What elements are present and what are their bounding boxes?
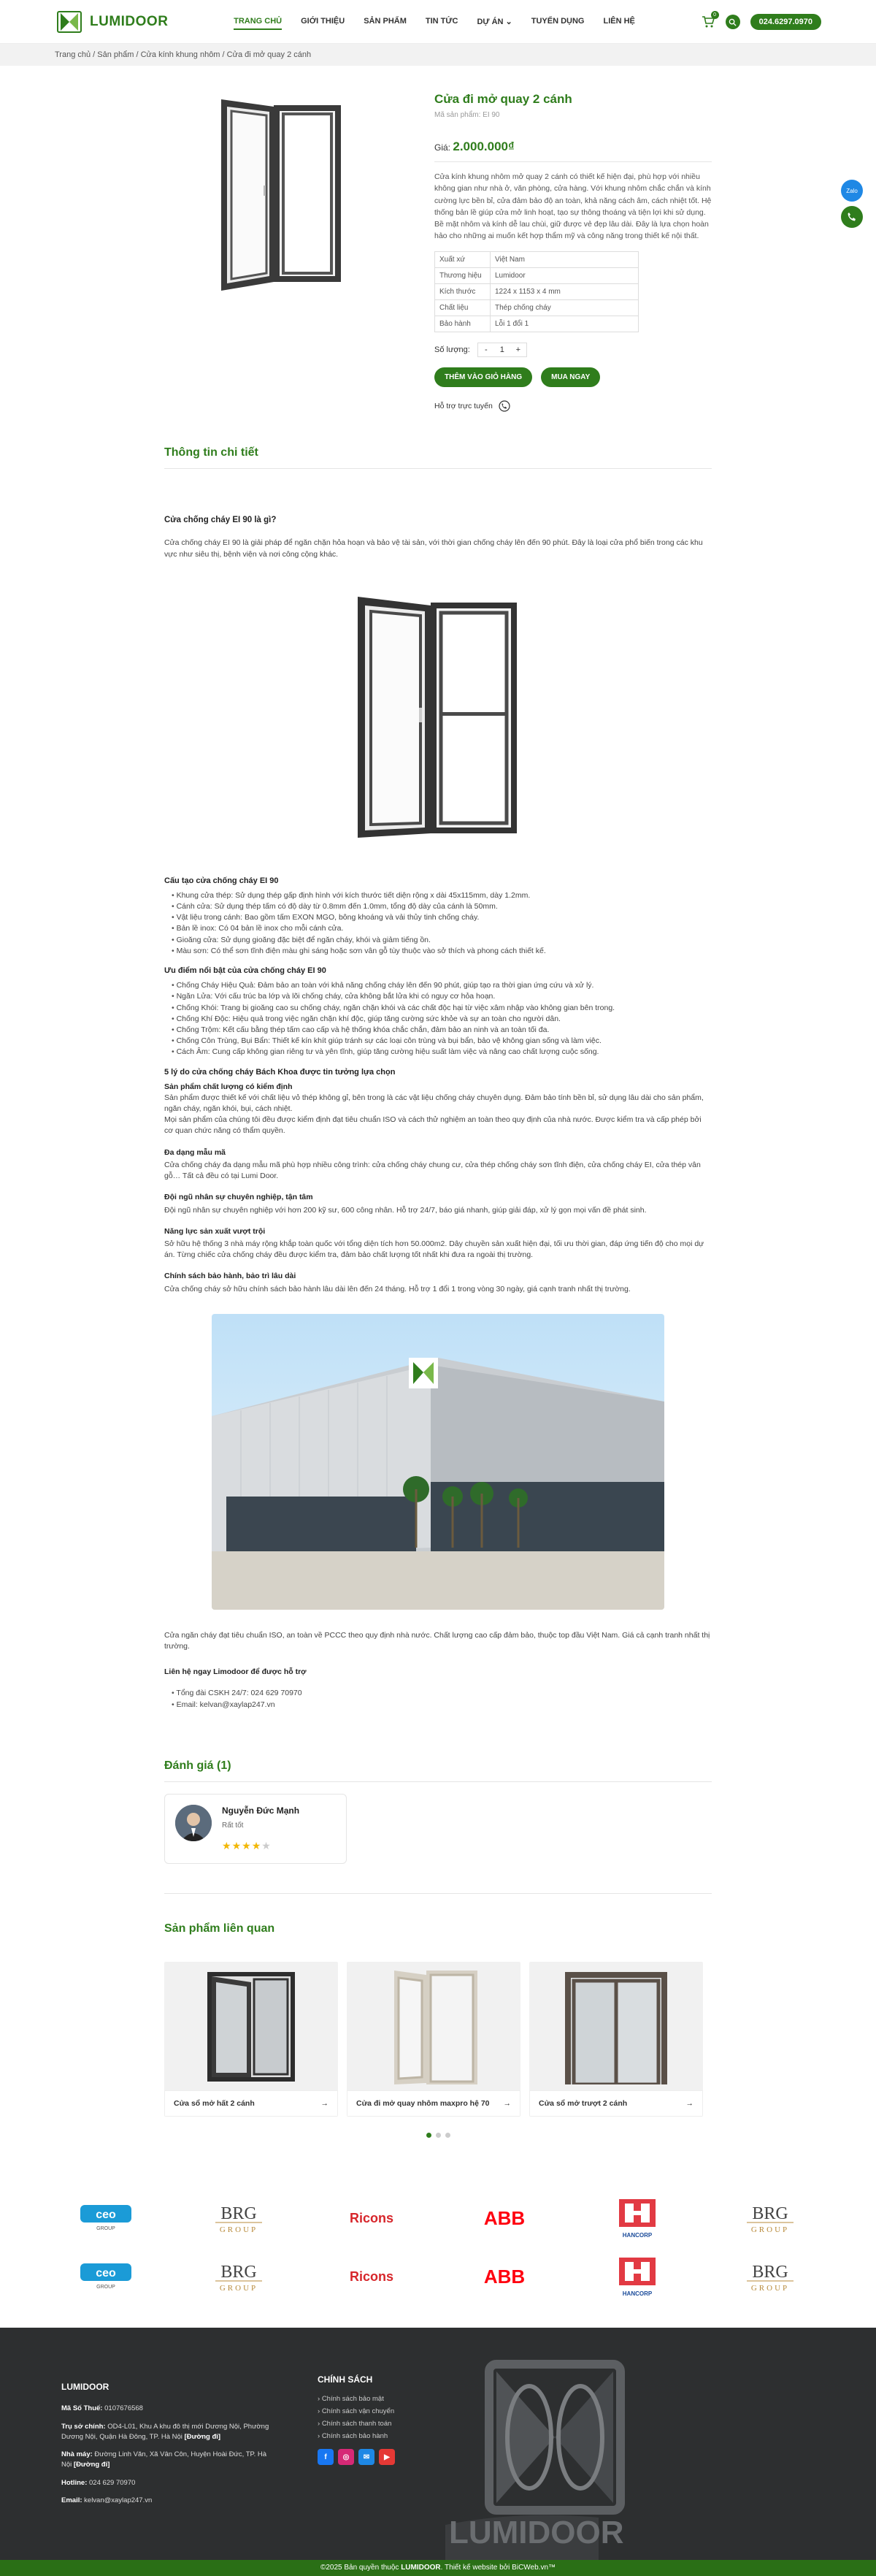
hotline-button[interactable]: 024.6297.0970 bbox=[750, 14, 821, 30]
policy-heading: CHÍNH SÁCH bbox=[318, 2374, 373, 2385]
nav-item-careers[interactable]: TUYỂN DỤNG bbox=[531, 17, 585, 26]
footer-company-info bbox=[61, 2380, 273, 2513]
footer-policies bbox=[318, 2374, 464, 2465]
avatar bbox=[175, 1805, 212, 1841]
spec-table bbox=[434, 251, 639, 332]
what-is-heading: Cửa chống cháy EI 90 là gì? bbox=[164, 515, 277, 524]
partner-row bbox=[66, 2247, 810, 2306]
partner-row bbox=[66, 2189, 810, 2247]
reason-5-title: Chính sách bảo hành, bảo trì lâu dài bbox=[164, 1272, 296, 1281]
list-item: • Cánh cửa: Sử dụng thép tấm có độ dày từ 0.8mm đến 1.0mm, tổng độ dày của cánh là 50mm. bbox=[172, 901, 712, 912]
star-icon: ★ bbox=[242, 1840, 252, 1851]
list-item: • Gioăng cửa: Sử dụng gioăng đặc biệt để ngăn cháy, khói và giảm tiếng ồn. bbox=[172, 935, 712, 946]
svg-text:ceo: ceo bbox=[96, 2267, 116, 2280]
partner-logo[interactable] bbox=[597, 2255, 677, 2298]
list-item: • Chống Khói: Trang bị gioăng cao su chống cháy, ngăn chặn khói và các chất độc hại từ việc xâm nhập vào không gian bên trong. bbox=[172, 1003, 712, 1014]
quantity-increase-button[interactable]: + bbox=[515, 345, 521, 354]
policy-link[interactable]: › Chính sách bảo mật bbox=[318, 2395, 384, 2404]
price-label: Giá: bbox=[434, 142, 451, 153]
reason-3-title: Đội ngũ nhân sự chuyên nghiệp, tận tâm bbox=[164, 1193, 313, 1202]
product-sku: Mã sản phẩm: EI 90 bbox=[434, 111, 500, 119]
svg-text:BRG: BRG bbox=[220, 2263, 257, 2282]
nav-item-about[interactable]: GIỚI THIỆU bbox=[301, 17, 345, 26]
spec-value: Thép chống cháy bbox=[491, 299, 639, 316]
spec-value: Lumidoor bbox=[491, 267, 639, 283]
product-price bbox=[434, 139, 712, 162]
reason-2-text: Cửa chống cháy đa dạng mẫu mã phù hợp nhiều công trình: cửa chống cháy chung cư, cửa thép chống cháy sơn tĩnh điện, cửa chống cháy EI, cửa thép vân gỗ… Tất cả đều có tại Lumi Door. bbox=[164, 1160, 701, 1181]
related-carousel bbox=[164, 1962, 712, 2117]
related-product-name: Cửa đi mở quay nhôm maxpro hệ 70 bbox=[356, 2098, 490, 2108]
related-product-image bbox=[164, 1962, 338, 2084]
list-item: • Ngăn Lửa: Với cấu trúc ba lớp và lõi chống cháy, cửa không bắt lửa khi có nguy cơ hỏa hoạn. bbox=[172, 991, 712, 1002]
add-to-cart-button[interactable]: THÊM VÀO GIỎ HÀNG bbox=[434, 367, 532, 387]
spec-row bbox=[435, 267, 639, 283]
related-product-name: Cửa sổ mở hất 2 cánh bbox=[174, 2098, 255, 2108]
partner-logo[interactable] bbox=[730, 2255, 810, 2298]
arrow-right-icon: → bbox=[320, 2098, 328, 2108]
policy-link-label: Chính sách vận chuyển bbox=[321, 2407, 395, 2416]
list-item: • Màu sơn: Có thể sơn tĩnh điện màu ghi sáng hoặc sơn vân gỗ tùy thuộc vào sở thích và phong cách thiết kế. bbox=[172, 946, 712, 957]
policy-link-label: Chính sách bảo hành bbox=[321, 2432, 388, 2441]
phone-circle-icon bbox=[499, 400, 510, 412]
svg-text:GROUP: GROUP bbox=[96, 2285, 115, 2290]
footer-brand-wall-image bbox=[409, 2342, 876, 2561]
partner-logo[interactable] bbox=[730, 2196, 810, 2240]
svg-text:HANCORP: HANCORP bbox=[622, 2232, 653, 2239]
partner-logo[interactable] bbox=[199, 2196, 279, 2240]
spec-value: 1224 x 1153 x 4 mm bbox=[491, 283, 639, 299]
quantity-input[interactable]: 1 bbox=[499, 345, 504, 354]
partner-logo[interactable] bbox=[331, 2196, 412, 2240]
list-item: • Chống Cháy Hiệu Quả: Đảm bảo an toàn với khả năng chống cháy lên đến 90 phút, giúp tạo ra thời gian ứng cứu và xử lý. bbox=[172, 980, 712, 991]
closing-text: Cửa ngăn cháy đạt tiêu chuẩn ISO, an toàn về PCCC theo quy định nhà nước. Chất lượng cao cấp đảm bảo, thuộc top đầu Việt Nam. Giá cả cạnh tranh nhất thị trường. bbox=[164, 1630, 710, 1651]
features-heading: Ưu điểm nổi bật của cửa chống cháy EI 90 bbox=[164, 966, 326, 976]
site-header bbox=[0, 0, 876, 44]
list-item: • Khung cửa thép: Sử dụng thép gấp định hình với kích thước tiết diện rộng x dài 45x115mm, dày 1.2mm. bbox=[172, 890, 712, 901]
product-section bbox=[164, 91, 712, 412]
related-product-name: Cửa sổ mở trượt 2 cánh bbox=[539, 2098, 628, 2108]
reason-2-title: Đa dạng mẫu mã bbox=[164, 1147, 226, 1157]
svg-text:ABB: ABB bbox=[483, 2207, 526, 2230]
price-value: 2.000.000₫ bbox=[453, 139, 515, 153]
star-rating bbox=[222, 1838, 299, 1853]
svg-text:GROUP: GROUP bbox=[219, 2225, 258, 2235]
related-product-image bbox=[529, 1962, 703, 2084]
footer-factory-label: Nhà máy: bbox=[61, 2450, 93, 2459]
breadcrumb bbox=[0, 44, 876, 66]
svg-text:GROUP: GROUP bbox=[96, 2226, 115, 2232]
contact-hotline[interactable]: • Tổng đài CSKH 24/7: 024 629 70970 bbox=[172, 1688, 712, 1699]
spec-key: Bảo hành bbox=[435, 316, 491, 332]
factory-photo bbox=[212, 1314, 664, 1610]
facebook-icon[interactable]: f bbox=[318, 2449, 334, 2465]
list-item: • Vật liệu trong cánh: Bao gồm tấm EXON MGO, bông khoáng và vải thủy tinh chống cháy. bbox=[172, 912, 712, 923]
nav-item-products[interactable]: SẢN PHẨM bbox=[364, 17, 407, 26]
svg-text:ABB: ABB bbox=[483, 2266, 526, 2288]
quantity-decrease-button[interactable]: - bbox=[484, 345, 488, 354]
related-product-card[interactable] bbox=[529, 1962, 703, 2117]
what-is-text: Cửa chống cháy EI 90 là giải pháp để ngăn chặn hỏa hoạn và bảo vệ tài sản, với thời gian chống cháy lên đến 90 phút. Đây là loại cửa phổ biến trong các khu vực như siêu thị, bệnh viện và nơi công cộng khác. bbox=[164, 538, 703, 559]
quantity-label: Số lượng: bbox=[434, 345, 470, 354]
reason-5-text: Cửa chống cháy sở hữu chính sách bảo hành lâu dài lên đến 24 tháng. Hỗ trợ 1 đổi 1 trong vòng 30 ngày, giá cạnh tranh nhất thị trường. bbox=[164, 1284, 631, 1293]
list-item: • Cách Âm: Cung cấp không gian riêng tư và yên tĩnh, giúp tăng cường hiệu suất làm việc và nâng cao chất lượng cuộc sống. bbox=[172, 1047, 712, 1058]
footer-hq-map-link[interactable]: [Đường đi] bbox=[184, 2432, 221, 2441]
contact-list bbox=[164, 1688, 712, 1710]
product-image[interactable] bbox=[164, 91, 398, 302]
star-icon: ★ bbox=[261, 1840, 272, 1851]
reason-1-text-2: Mọi sản phẩm của chúng tôi đều được kiểm định đạt tiêu chuẩn ISO và cách thử nghiệm an toàn theo quy định của nhà nước. Được kiểm tra và cấp phép bởi cơ quan chức năng có thẩm quyền. bbox=[164, 1115, 702, 1136]
reason-3-text: Đội ngũ nhân sự chuyên nghiệp với hơn 200 kỹ sư, 600 công nhân. Hỗ trợ 24/7, báo giá nhanh, giúp giải đáp, xử lý gọn mọi vấn đề phát sinh. bbox=[164, 1205, 647, 1215]
reason-1-text: Sản phẩm được thiết kế với chất liệu vỏ thép không gỉ, bên trong là các vật liệu chống cháy chuyên dụng. Đảm bảo tính bền bỉ, sử dụng lâu dài cho sản phẩm, ngăn cháy, ngăn khói, bụi, cách nhiệt. bbox=[164, 1093, 704, 1113]
search-button[interactable] bbox=[726, 15, 740, 29]
footer-factory-map-link[interactable]: [Đường đi] bbox=[73, 2461, 110, 2469]
footer-hotline-label: Hotline: bbox=[61, 2478, 88, 2487]
partner-logo[interactable] bbox=[464, 2255, 545, 2298]
spec-key: Chất liệu bbox=[435, 299, 491, 316]
footer-tax-value: 0107676568 bbox=[104, 2404, 143, 2413]
footer-email-label: Email: bbox=[61, 2496, 82, 2504]
call-button[interactable] bbox=[841, 206, 863, 228]
door-image bbox=[215, 91, 347, 295]
copyright-brand: LUMIDOOR bbox=[401, 2564, 441, 2572]
quantity-row bbox=[434, 343, 712, 357]
footer-hq-label: Trụ sở chính: bbox=[61, 2422, 106, 2431]
contact-heading: Liên hệ ngay Limodoor để được hỗ trợ bbox=[164, 1667, 307, 1677]
detail-heading: Thông tin chi tiết bbox=[164, 444, 712, 469]
related-product-card[interactable] bbox=[164, 1962, 338, 2117]
policy-link[interactable]: › Chính sách bảo hành bbox=[318, 2432, 388, 2441]
cart-button[interactable] bbox=[701, 12, 717, 29]
spec-row bbox=[435, 251, 639, 267]
svg-text:BRG: BRG bbox=[220, 2204, 257, 2224]
svg-text:GROUP: GROUP bbox=[750, 2225, 790, 2235]
copyright-post: . Thiết kế website bởi BiCWeb.vn™ bbox=[440, 2564, 556, 2572]
partner-logo[interactable] bbox=[597, 2196, 677, 2240]
email-icon[interactable]: ✉ bbox=[358, 2449, 374, 2465]
footer-factory bbox=[61, 2450, 273, 2471]
star-icon: ★ bbox=[231, 1840, 242, 1851]
carousel-dot[interactable] bbox=[445, 2133, 450, 2138]
main-nav bbox=[234, 14, 635, 30]
online-support[interactable] bbox=[434, 400, 712, 412]
policy-link-label: Chính sách thanh toán bbox=[321, 2420, 392, 2428]
brand-logo[interactable] bbox=[55, 7, 168, 37]
avatar-image bbox=[175, 1805, 212, 1841]
policy-link-label: Chính sách bảo mật bbox=[321, 2395, 384, 2404]
svg-text:HANCORP: HANCORP bbox=[622, 2290, 653, 2298]
zalo-chat-button[interactable]: Zalo bbox=[841, 180, 863, 202]
product-title: Cửa đi mở quay 2 cánh bbox=[434, 92, 572, 106]
nav-item-projects[interactable] bbox=[477, 14, 512, 30]
arrow-right-icon: → bbox=[685, 2098, 694, 2108]
svg-text:Ricons: Ricons bbox=[349, 2269, 394, 2285]
spec-value: Việt Nam bbox=[491, 251, 639, 267]
list-item: • Chống Trộm: Kết cấu bằng thép tấm cao cấp và hệ thống khóa chắc chắn, đảm bảo an ninh và an toàn tối đa. bbox=[172, 1025, 712, 1036]
copyright-pre: ©2025 Bản quyền thuộc bbox=[320, 2564, 399, 2572]
svg-text:BRG: BRG bbox=[752, 2263, 788, 2282]
window-image bbox=[543, 1968, 689, 2084]
cart-count-badge: 0 bbox=[711, 11, 719, 19]
brand-name: LUMIDOOR bbox=[90, 14, 169, 29]
spec-key: Xuất xứ bbox=[435, 251, 491, 267]
chevron-down-icon: ⌄ bbox=[505, 18, 512, 26]
list-item: • Chống Khí Độc: Hiệu quả trong việc ngăn chặn khí độc, giúp tăng cường sức khỏe và sự an toàn cho người dân. bbox=[172, 1014, 712, 1025]
footer-tax-label: Mã Số Thuế: bbox=[61, 2404, 103, 2413]
spec-row bbox=[435, 299, 639, 316]
breadcrumb-text[interactable]: Trang chủ / Sản phẩm / Cửa kính khung nhôm / Cửa đi mở quay 2 cánh bbox=[55, 50, 312, 59]
svg-text:GROUP: GROUP bbox=[750, 2284, 790, 2293]
related-product-card[interactable] bbox=[347, 1962, 520, 2117]
door-image bbox=[361, 1968, 507, 2084]
spec-row bbox=[435, 283, 639, 299]
quantity-stepper bbox=[477, 343, 527, 357]
list-item: • Chống Côn Trùng, Bụi Bẩn: Thiết kế kín khít giúp tránh sự các loại côn trùng và bụi bẩn, bảo vệ không gian sống và làm việc. bbox=[172, 1036, 712, 1047]
star-icon: ★ bbox=[251, 1840, 262, 1851]
footer-tax bbox=[61, 2404, 273, 2414]
reasons-heading: 5 lý do cửa chống cháy Bách Khoa được tin tưởng lựa chọn bbox=[164, 1067, 396, 1077]
detail-door-figure bbox=[164, 592, 712, 841]
reviews-heading: Đánh giá (1) bbox=[164, 1757, 712, 1782]
partner-logo[interactable] bbox=[66, 2255, 146, 2298]
footer-factory-value: Đường Linh Văn, Xã Vân Côn, Huyện Hoài Đức, TP. Hà Nội bbox=[61, 2450, 267, 2469]
svg-text:Ricons: Ricons bbox=[349, 2211, 394, 2226]
reason-4-text: Sở hữu hệ thống 3 nhà máy rộng khắp toàn quốc với tổng diện tích hơn 50.000m2. Dây chuyền sản xuất hiện đại, tối ưu thời gian, đáp ứng tiến độ cho mọi dự án. Từng chiếc cửa chống cháy đều được kiểm tra, đảm bảo chất lượng tốt nhất khi đưa ra ngoài thị trường. bbox=[164, 1239, 704, 1260]
related-product-image bbox=[347, 1962, 520, 2084]
contact-email[interactable]: • Email: kelvan@xaylap247.vn bbox=[172, 1700, 712, 1711]
partner-logos bbox=[66, 2189, 810, 2306]
svg-text:BRG: BRG bbox=[752, 2204, 788, 2224]
footer-brand: LUMIDOOR bbox=[61, 2382, 110, 2393]
partner-logo[interactable] bbox=[199, 2255, 279, 2298]
nav-item-home[interactable]: TRANG CHỦ bbox=[234, 14, 282, 30]
carousel-dot[interactable] bbox=[436, 2133, 441, 2138]
search-icon bbox=[729, 18, 737, 26]
partner-logo[interactable] bbox=[66, 2196, 146, 2240]
footer-hq-value: OD4-L01, Khu A khu đô thị mới Dương Nội, Phường Dương Nội, Quận Hà Đông, TP. Hà Nội bbox=[61, 2422, 269, 2441]
site-footer bbox=[0, 2328, 876, 2576]
spec-key: Thương hiệu bbox=[435, 267, 491, 283]
nav-item-news[interactable]: TIN TỨC bbox=[425, 17, 458, 26]
footer-email bbox=[61, 2496, 273, 2506]
policy-link[interactable]: › Chính sách thanh toán bbox=[318, 2420, 392, 2428]
footer-hq bbox=[61, 2422, 273, 2443]
reason-1-title: Sản phẩm chất lượng có kiểm định bbox=[164, 1082, 293, 1091]
related-heading: Sản phẩm liên quan bbox=[164, 1922, 275, 1935]
svg-text:ceo: ceo bbox=[96, 2209, 116, 2222]
buy-now-button[interactable]: MUA NGAY bbox=[541, 367, 600, 387]
youtube-icon[interactable]: ▶ bbox=[379, 2449, 395, 2465]
logo-mark-icon bbox=[55, 7, 84, 37]
factory-image bbox=[212, 1314, 664, 1610]
support-label: Hỗ trợ trực tuyến bbox=[434, 401, 493, 410]
nav-item-projects-label: DỰ ÁN bbox=[477, 18, 504, 26]
phone-icon bbox=[847, 212, 857, 222]
product-detail bbox=[164, 444, 712, 2139]
policy-link[interactable]: › Chính sách vận chuyển bbox=[318, 2407, 395, 2416]
copyright-bar bbox=[0, 2560, 876, 2576]
window-image bbox=[178, 1968, 324, 2084]
spec-row bbox=[435, 316, 639, 332]
nav-item-contact[interactable]: LIÊN HỆ bbox=[603, 17, 635, 26]
svg-text:GROUP: GROUP bbox=[219, 2284, 258, 2293]
structure-list bbox=[164, 890, 712, 957]
review-text: Rất tốt bbox=[222, 1821, 244, 1830]
carousel-pagination bbox=[164, 2133, 712, 2138]
footer-email-value[interactable]: kelvan@xaylap247.vn bbox=[84, 2496, 153, 2504]
features-list bbox=[164, 980, 712, 1058]
spec-value: Lỗi 1 đổi 1 bbox=[491, 316, 639, 332]
partner-logo[interactable] bbox=[331, 2255, 412, 2298]
list-item: • Bản lề inox: Có 04 bản lề inox cho mỗi cánh cửa. bbox=[172, 923, 712, 934]
partner-logo[interactable] bbox=[464, 2196, 545, 2240]
arrow-right-icon: → bbox=[503, 2098, 511, 2108]
spec-key: Kích thước bbox=[435, 283, 491, 299]
footer-hotline bbox=[61, 2478, 273, 2488]
svg-text:LUMIDOOR: LUMIDOOR bbox=[449, 2515, 624, 2551]
instagram-icon[interactable]: ◎ bbox=[338, 2449, 354, 2465]
product-description: Cửa kính khung nhôm mở quay 2 cánh có thiết kế hiện đại, phù hợp với nhiều không gian như nhà ở, văn phòng, cửa hàng. Với khung nhôm chắc chắn và kính cường lực bền bỉ, cửa đảm bảo độ an toàn, khả năng cách âm, cách nhiệt tốt. Hệ thống bản lề giúp cửa mở linh hoạt, tạo sự thông thoáng và tiện lợi khi sử dụng. Bề mặt nhôm và kính dễ lau chùi, giữ được vẻ đẹp lâu dài. Đây là lựa chọn hoàn hảo cho những ai muốn kết hợp thẩm mỹ và công năng trong thiết kế nội thất. bbox=[434, 172, 712, 241]
carousel-dot[interactable] bbox=[426, 2133, 431, 2138]
star-icon: ★ bbox=[222, 1840, 232, 1851]
structure-heading: Cấu tạo cửa chống cháy EI 90 bbox=[164, 876, 279, 885]
door-image bbox=[350, 592, 526, 841]
reason-4-title: Năng lực sản xuất vượt trội bbox=[164, 1226, 266, 1236]
review-card bbox=[164, 1794, 347, 1864]
footer-hotline-value[interactable]: 024 629 70970 bbox=[89, 2478, 136, 2487]
reviewer-name: Nguyễn Đức Mạnh bbox=[222, 1805, 300, 1816]
